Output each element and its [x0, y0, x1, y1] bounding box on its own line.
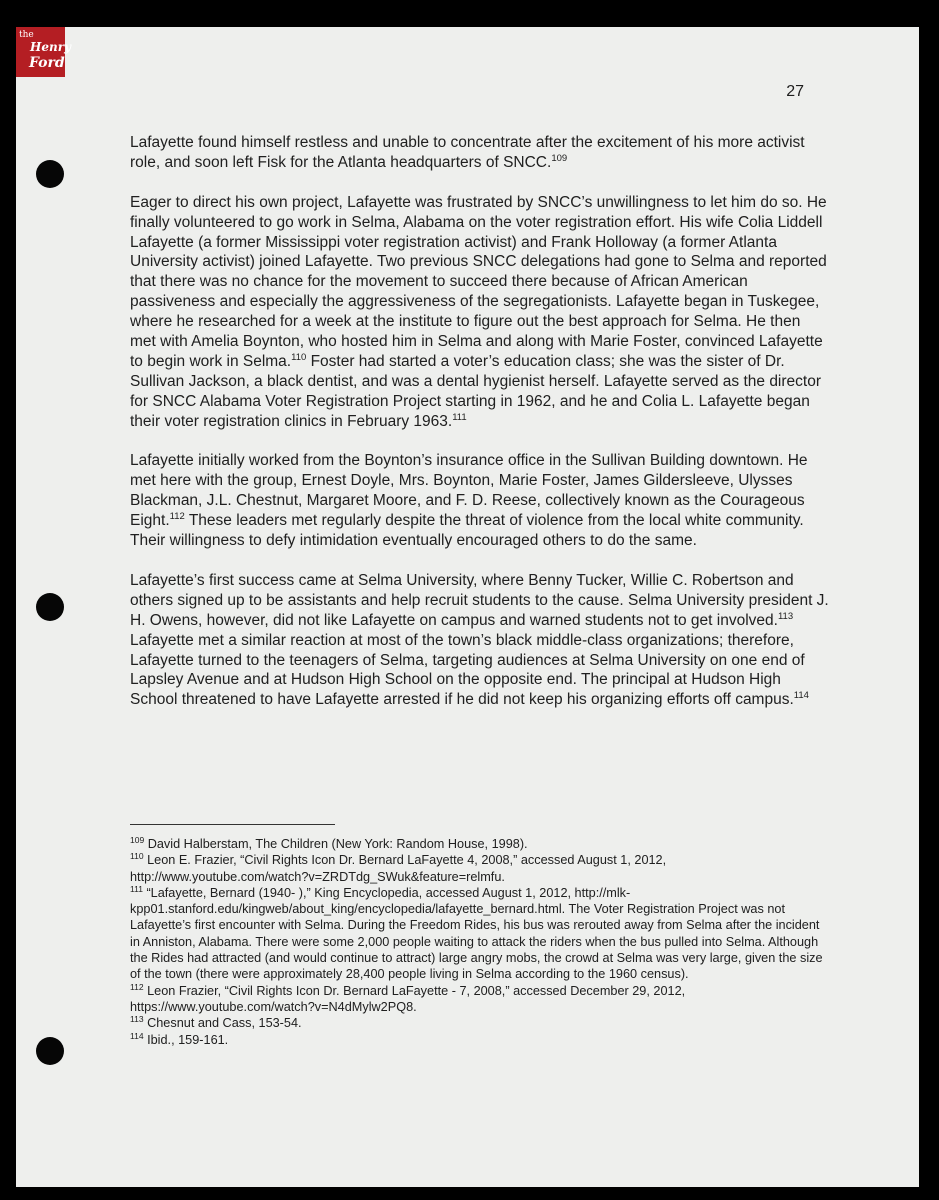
footnote-reference: 114 — [793, 690, 809, 702]
paragraph-text: Lafayette’s first success came at Selma University, where Benny Tucker, Willie C. Robertson and others signed up to be assistants and help recruit students to the cause. Selma University president J. H. Owens, however, did not like Lafayette on campus and warned students not to get involved. — [130, 571, 829, 629]
footnote-number: 111 — [130, 883, 143, 894]
footnote — [130, 836, 830, 852]
body-paragraph — [130, 451, 830, 551]
page-number: 27 — [786, 83, 804, 100]
footnote-number: 113 — [130, 1014, 144, 1025]
footnote-reference: 109 — [551, 152, 568, 164]
footnote-number: 112 — [130, 981, 144, 992]
footnote-text: David Halberstam, The Children (New York: Random House, 1998). — [144, 837, 528, 851]
footnote-text: Ibid., 159-161. — [143, 1032, 229, 1047]
paragraph-text: Lafayette met a similar reaction at most of the town’s black middle-class organizations; therefore, Lafayette turned to the teenagers of Selma, targeting audiences at Selma University on one end of Lapsley Avenue and at Hudson High School on the opposite end. The principal at Hudson High School threatened to have Lafayette arrested if he did not keep his organizing efforts off campus. — [130, 631, 805, 709]
binder-hole-bottom — [36, 1037, 64, 1065]
footnote-text: Leon Frazier, “Civil Rights Icon Dr. Bernard LaFayette - 7, 2008,” accessed December 29, 2012, https://www.youtube.com/watch?v=N4dMylw2PQ8. — [130, 983, 686, 1014]
body-paragraph — [130, 193, 830, 432]
footnote-text: “Lafayette, Bernard (1940- ),” King Encyclopedia, accessed August 1, 2012, http://mlk-kpp01.stanford.edu/kingweb/about_king/encyclopedia/lafayette_bernard.html. The Voter Registration Project was not Lafayette’s first encounter with Selma. During the Freedom Rides, his bus was rerouted away from Selma after the incident in Anniston, Alabama. There were some 2,000 people waiting to attack the riders when the bus pulled into Selma. Although the Rides had attracted (and would continue to attract) large angry mobs, the crowd at Selma was very large, given the size of the town (there were approximately 28,400 people living in Selma according to the 1960 census). — [130, 885, 823, 982]
paragraph-text: Lafayette initially worked from the Boynton’s insurance office in the Sullivan Building downtown. He met here with the group, Ernest Doyle, Mrs. Boynton, Marie Foster, James Gildersleeve, Ulysses Blackman, J.L. Chestnut, Margaret Moore, and F. D. Reese, collectively known as the Courageous Eight. — [130, 452, 808, 530]
footnote-number: 109 — [130, 835, 145, 845]
henry-ford-logo — [16, 27, 71, 77]
binder-hole-top — [36, 160, 64, 188]
footnote — [130, 1032, 830, 1048]
binder-hole-middle — [36, 593, 64, 621]
body-paragraph — [130, 571, 830, 710]
footnote-separator — [130, 824, 335, 825]
footnote — [130, 885, 830, 983]
footnote-text: Chesnut and Cass, 153-54. — [143, 1016, 302, 1031]
footnote-number: 114 — [130, 1030, 144, 1041]
footnote-reference: 112 — [169, 511, 185, 523]
logo-ford-text: Ford — [29, 55, 65, 71]
paragraph-text: These leaders met regularly despite the threat of violence from the local white community. Their willingness to defy intimidation eventually encouraged others to do the same. — [130, 512, 804, 550]
footnotes — [130, 836, 830, 1048]
footnote-reference: 113 — [777, 610, 794, 622]
footnote — [130, 1015, 830, 1031]
footnote — [130, 852, 830, 885]
footnote — [130, 983, 830, 1016]
paragraph-text: Lafayette found himself restless and unable to concentrate after the excitement of his more activist role, and soon left Fisk for the Atlanta headquarters of SNCC. — [130, 134, 805, 171]
footnote-reference: 111 — [452, 411, 467, 423]
document-page — [16, 27, 919, 1187]
body-text — [130, 133, 830, 730]
footnote-text: Leon E. Frazier, “Civil Rights Icon Dr. Bernard LaFayette 4, 2008,” accessed August 1, 2012, http://www.youtube.com/watch?v=ZRDTdg_SWuk&feature=relmfu. — [130, 853, 667, 884]
footnote-number: 110 — [130, 851, 144, 862]
footnote-reference: 110 — [291, 351, 307, 363]
logo-the-text: the — [19, 30, 34, 40]
paragraph-text: Foster had started a voter’s education class; she was the sister of Dr. Sullivan Jackson, a black dentist, and was a dental hygienist herself. Lafayette served as the director for SNCC Alabama Voter Registration Project starting in 1962, and he and Colia L. Lafayette began their voter registration clinics in February 1963. — [130, 352, 821, 430]
logo-henry-text: Henry — [30, 40, 71, 54]
body-paragraph — [130, 133, 830, 173]
paragraph-text: Eager to direct his own project, Lafayette was frustrated by SNCC’s unwillingness to let him do so. He finally volunteered to go work in Selma, Alabama on the voter registration effort. His wife Colia Liddell Lafayette (a former Mississippi voter registration activist) and Frank Holloway (a former Atlanta University activist) joined Lafayette. Two previous SNCC delegations had gone to Selma and reported that there was no chance for the movement to succeed there because of African American passiveness and especially the aggressiveness of the segregationists. Lafayette began in Tuskegee, where he researched for a week at the institute to figure out the best approach for Selma. He then met with Amelia Boynton, who hosted him in Selma and along with Marie Foster, convinced Lafayette to begin work in Selma. — [130, 193, 827, 370]
